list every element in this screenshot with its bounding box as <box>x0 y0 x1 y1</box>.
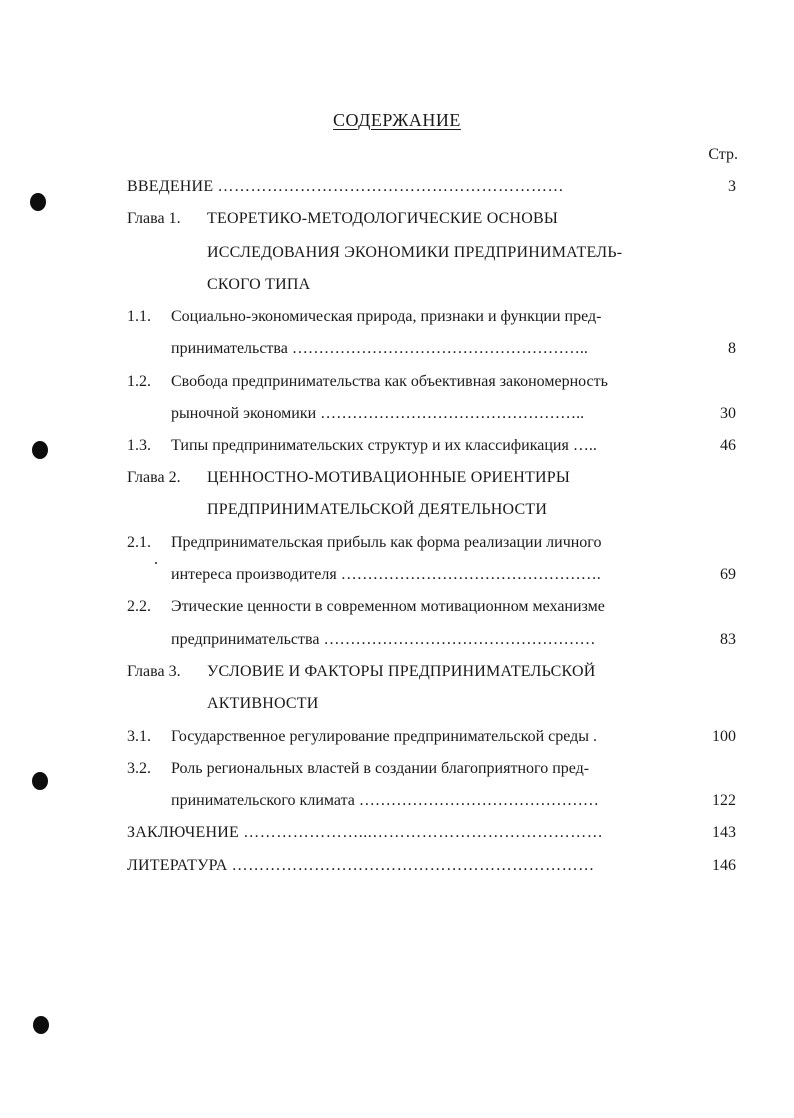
toc-s11-number: 1.1. <box>127 308 151 325</box>
toc-intro-dots: ……………………………………………………… <box>217 178 564 195</box>
toc-s12-line1: Свобода предпринимательства как объективная закономерность <box>171 373 608 390</box>
toc-s11-page: 8 <box>728 340 736 357</box>
binder-hole-1 <box>30 193 46 211</box>
toc-s21-page: 69 <box>720 566 736 583</box>
toc-s32-page: 122 <box>712 792 736 809</box>
toc-literature-dots: ………………………………………………………… <box>231 857 595 874</box>
toc-conclusion-dots: …………………...…………………………………… <box>243 824 604 841</box>
toc-s12-page: 30 <box>720 405 736 422</box>
toc-s31-page: 100 <box>712 728 736 745</box>
toc-s21-line1: Предпринимательская прибыль как форма реализации личного <box>171 534 602 551</box>
toc-intro-page: 3 <box>728 178 736 195</box>
toc-s31-number: 3.1. <box>127 728 151 745</box>
toc-s21-number: 2.1. <box>127 534 151 551</box>
toc-s22-page: 83 <box>720 631 736 648</box>
toc-s22-line2: предпринимательства …………………………………………… <box>171 631 596 648</box>
page-title: СОДЕРЖАНИЕ <box>333 110 461 130</box>
toc-s31-line1: Государственное регулирование предпринимательской среды . <box>171 728 598 745</box>
toc-s13-page: 46 <box>720 437 736 454</box>
toc-s22-number: 2.2. <box>127 598 151 615</box>
toc-s12-line2: рыночной экономики ………………………………………….. <box>171 405 585 422</box>
binder-hole-2 <box>32 441 48 459</box>
toc-ch1-title-line1: ТЕОРЕТИКО-МЕТОДОЛОГИЧЕСКИЕ ОСНОВЫ <box>207 210 559 227</box>
toc-literature <box>127 856 595 876</box>
toc-s12-number: 1.2. <box>127 373 151 390</box>
toc-s13-number: 1.3. <box>127 437 151 454</box>
scan-speck <box>155 562 157 564</box>
toc-s32-line1: Роль региональных властей в создании благоприятного пред- <box>171 760 590 777</box>
toc-s21-line2: интереса производителя …………………………………………. <box>171 566 601 583</box>
toc-intro-text: ВВЕДЕНИЕ <box>127 178 214 195</box>
toc-ch1-title-line3: СКОГО ТИПА <box>207 276 311 293</box>
toc-ch3-title-line2: АКТИВНОСТИ <box>207 695 319 712</box>
toc-s11-line1: Социально-экономическая природа, признаки и функции пред- <box>171 308 602 325</box>
toc-intro-title <box>127 177 564 197</box>
toc-ch2-title-line1: ЦЕННОСТНО-МОТИВАЦИОННЫЕ ОРИЕНТИРЫ <box>207 469 571 486</box>
toc-s11-line2: принимательства ……………………………………………….. <box>171 340 588 357</box>
toc-ch1-label: Глава 1. <box>127 210 181 227</box>
toc-ch1-title-line2: ИССЛЕДОВАНИЯ ЭКОНОМИКИ ПРЕДПРИНИМАТЕЛЬ- <box>207 244 623 261</box>
binder-hole-3 <box>32 772 48 790</box>
toc-s32-line2: принимательского климата ……………………………………… <box>171 792 599 809</box>
toc-s32-number: 3.2. <box>127 760 151 777</box>
page-column-label: Стр. <box>708 146 738 163</box>
toc-ch2-title-line2: ПРЕДПРИНИМАТЕЛЬСКОЙ ДЕЯТЕЛЬНОСТИ <box>207 501 548 518</box>
toc-literature-page: 146 <box>712 857 736 874</box>
toc-literature-text: ЛИТЕРАТУРА <box>127 857 228 874</box>
toc-ch3-label: Глава 3. <box>127 663 181 680</box>
binder-hole-4 <box>33 1016 49 1034</box>
toc-s22-line1: Этические ценности в современном мотивационном механизме <box>171 598 605 615</box>
toc-ch3-title-line1: УСЛОВИЕ И ФАКТОРЫ ПРЕДПРИНИМАТЕЛЬСКОЙ <box>207 663 596 680</box>
toc-conclusion <box>127 823 603 843</box>
toc-conclusion-page: 143 <box>712 824 736 841</box>
toc-ch2-label: Глава 2. <box>127 469 181 486</box>
toc-conclusion-text: ЗАКЛЮЧЕНИЕ <box>127 824 239 841</box>
toc-s13-line1: Типы предпринимательских структур и их классификация ….. <box>171 437 597 454</box>
